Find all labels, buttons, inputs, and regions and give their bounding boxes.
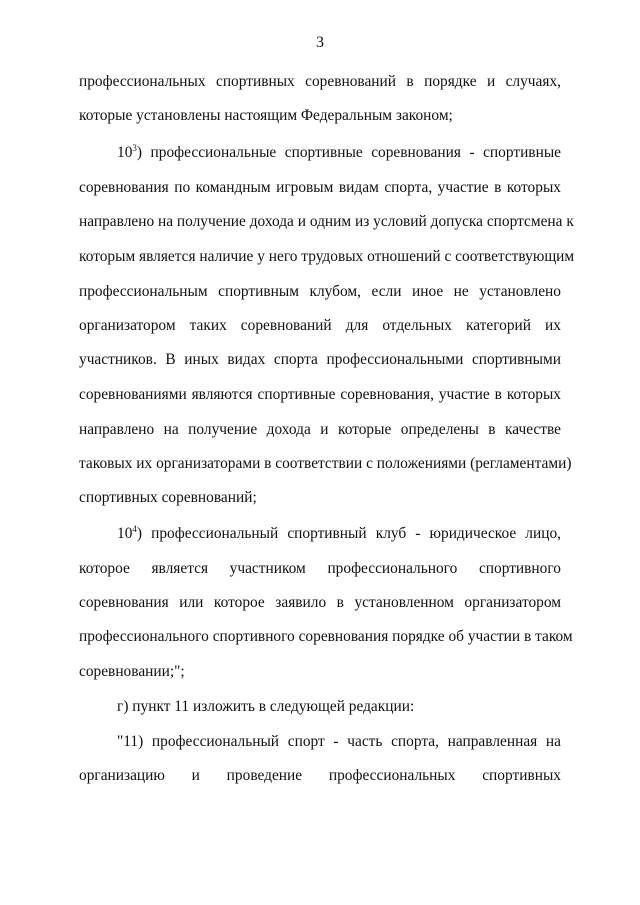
text-line: "11) профессиональный спорт - часть спорта, направленная на xyxy=(117,733,561,750)
text-line: г) пункт 11 изложить в следующей редакции: xyxy=(117,698,415,715)
text-line: участников. В иных видах спорта профессиональными спортивными xyxy=(79,351,561,368)
item-number: 10 xyxy=(117,525,133,542)
page-number: 3 xyxy=(316,34,324,51)
text-line: спортивных соревнований; xyxy=(79,489,257,506)
item-number: 10 xyxy=(117,144,133,161)
item-text: ) профессиональные спортивные соревнования - спортивные xyxy=(136,144,561,161)
item-superscript: 3 xyxy=(132,142,137,153)
text-line: профессиональным спортивным клубом, если иное не установлено xyxy=(79,283,561,300)
text-line: соревнования по командным игровым видам спорта, участие в которых xyxy=(79,179,561,196)
text-line: которые установлены настоящим Федеральным законом; xyxy=(79,107,453,124)
text-line: которым является наличие у него трудовых отношений с соответствующим xyxy=(79,248,575,265)
text-line: соревнования или которое заявило в установленном организатором xyxy=(79,594,561,611)
text-line: профессиональных спортивных соревнований в порядке и случаях, xyxy=(79,73,561,90)
text-line: профессионального спортивного соревнования порядке об участии в таком xyxy=(79,628,573,645)
text-line: соревнованиями являются спортивные соревнования, участие в которых xyxy=(79,386,561,403)
paragraph-10-4-first-line xyxy=(117,524,561,544)
text-line: организатором таких соревнований для отдельных категорий их xyxy=(79,317,561,334)
text-line: таковых их организаторами в соответствии с положениями (регламентами) xyxy=(79,455,572,472)
item-text: ) профессиональный спортивный клуб - юридическое лицо, xyxy=(136,525,561,542)
text-line: организацию и проведение профессиональных спортивных xyxy=(79,767,561,784)
paragraph-10-3-first-line xyxy=(117,143,561,163)
text-line: соревновании;"; xyxy=(79,663,185,680)
text-line: направлено на получение дохода и которые определены в качестве xyxy=(79,421,561,438)
item-superscript: 4 xyxy=(132,523,137,534)
text-line: направлено на получение дохода и одним из условий допуска спортсмена к xyxy=(79,213,574,230)
text-line: которое является участником профессионального спортивного xyxy=(79,560,561,577)
